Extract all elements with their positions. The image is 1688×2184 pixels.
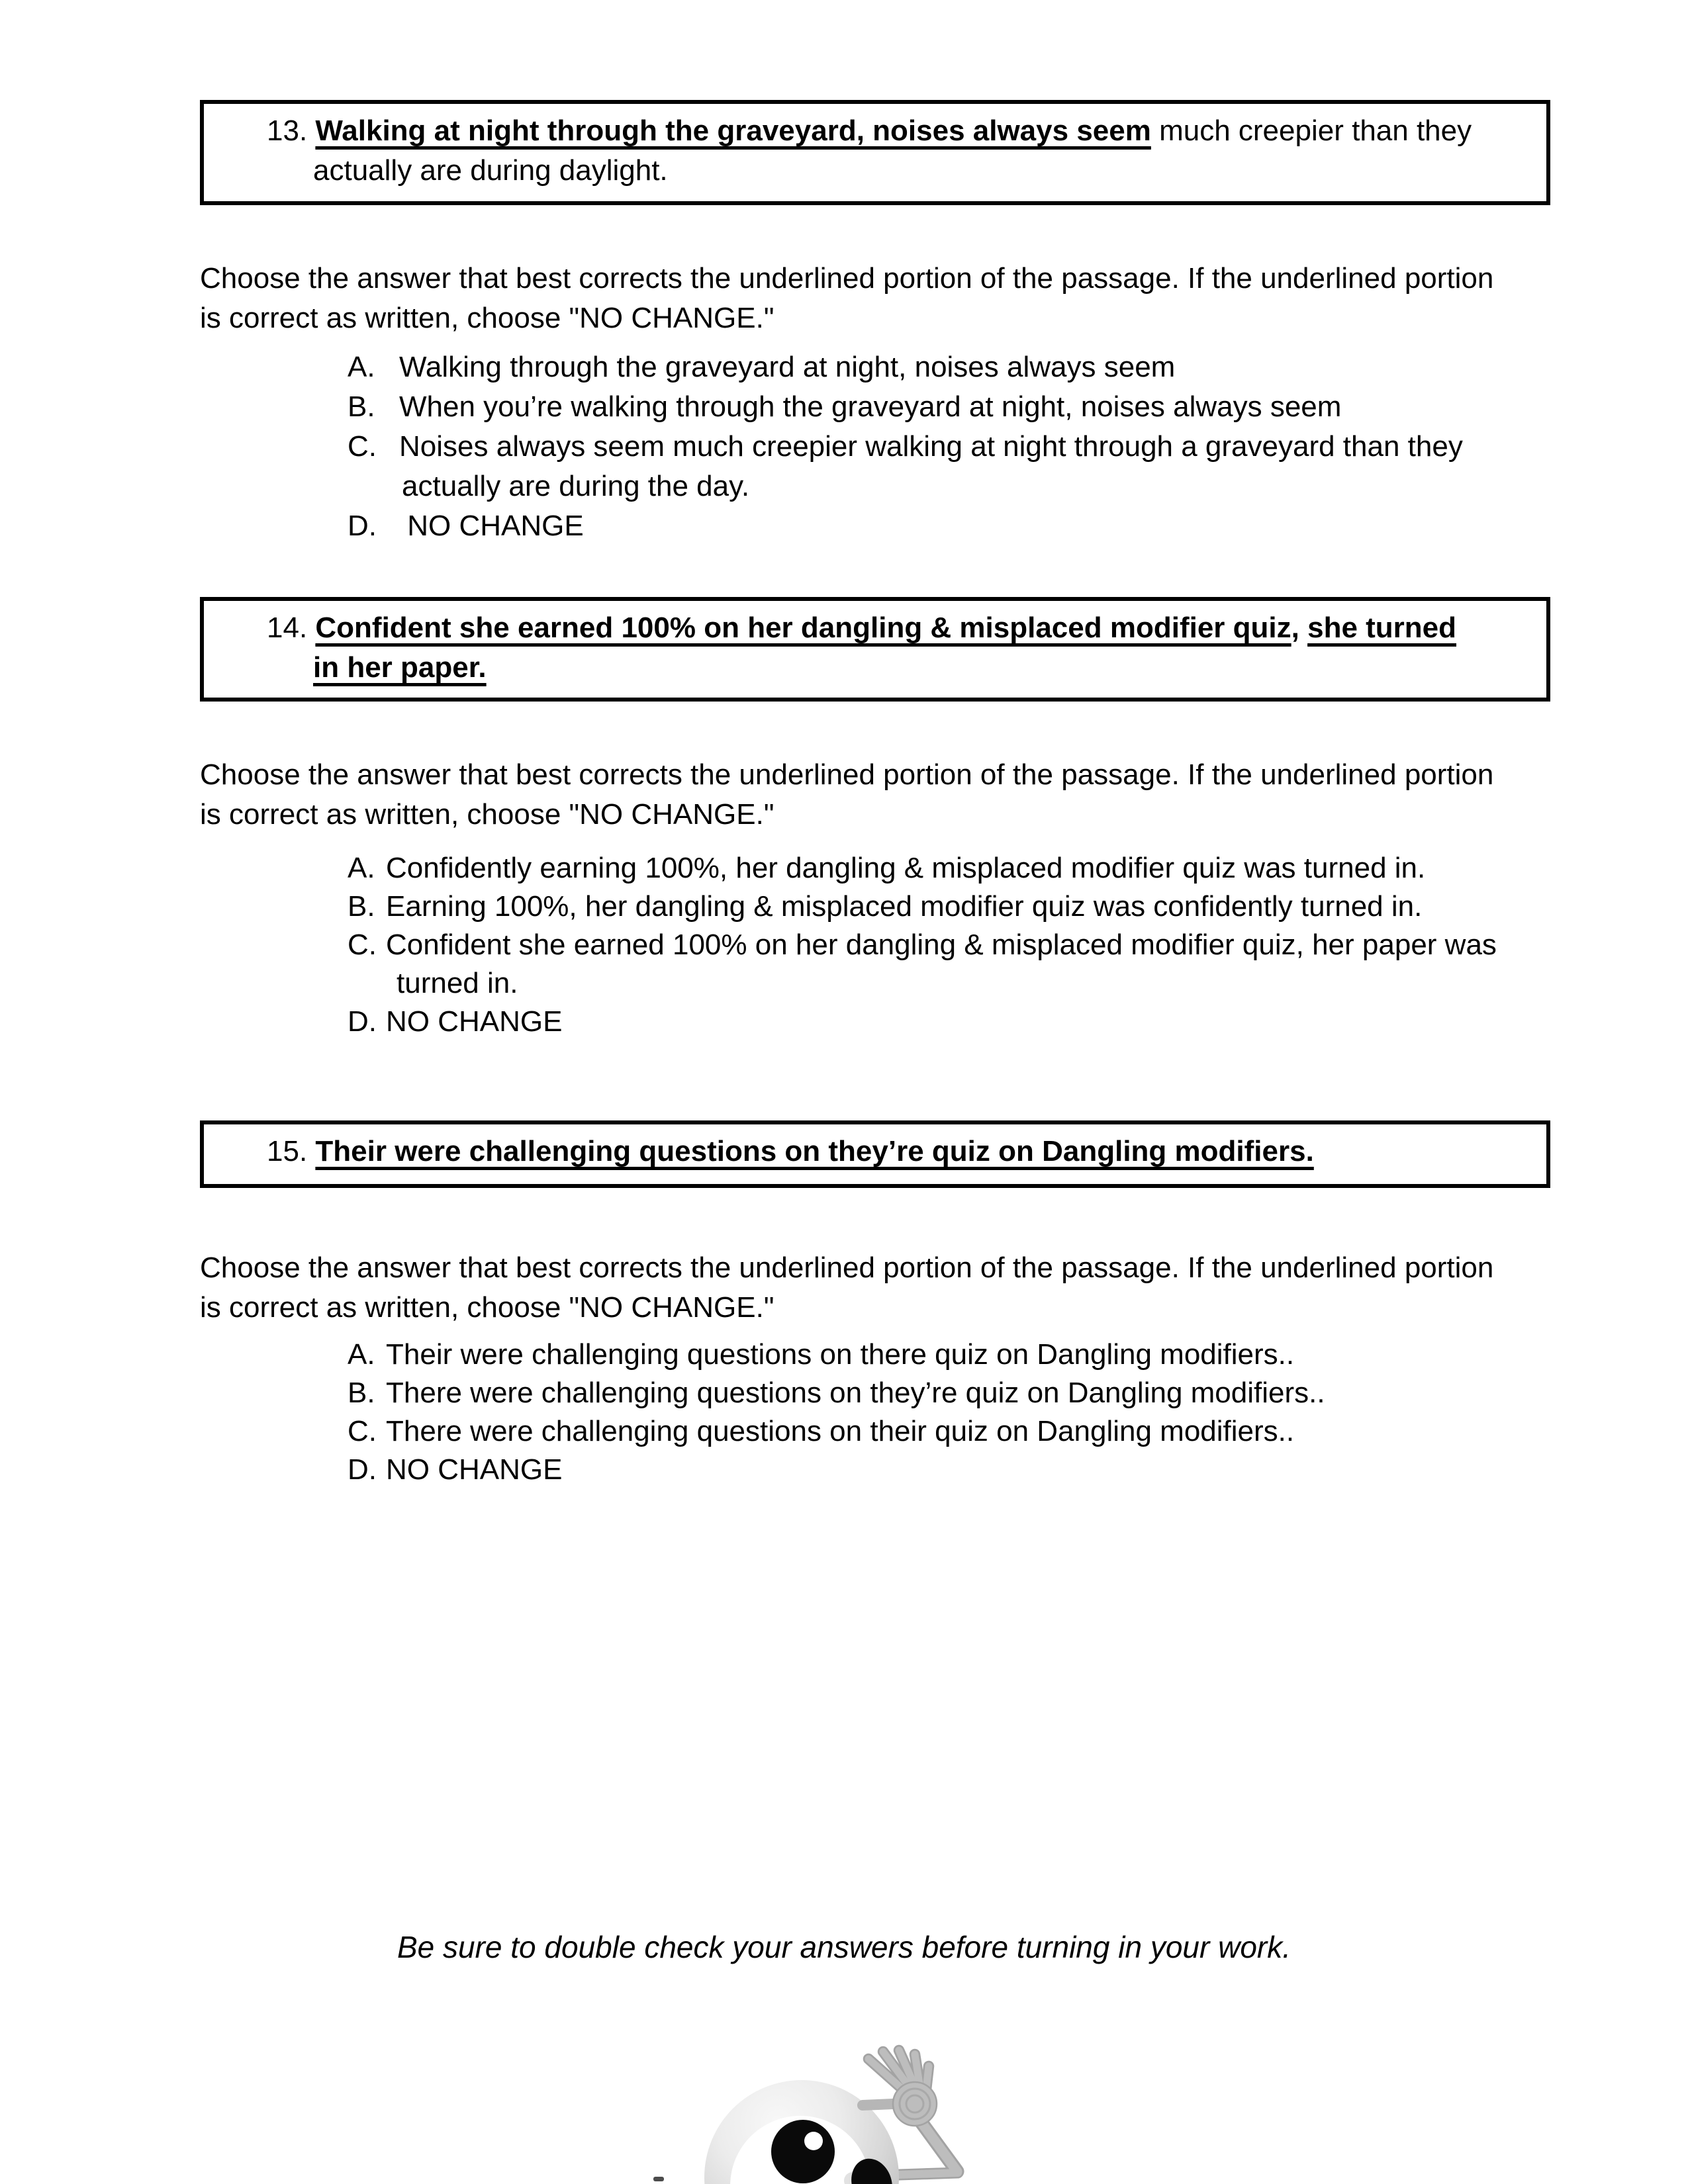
waving-hand-icon xyxy=(868,2050,937,2126)
question-13-instructions xyxy=(200,259,1564,338)
question-13-line-1 xyxy=(267,111,1526,151)
option-13-d xyxy=(348,506,1592,546)
option-14-a xyxy=(348,849,1592,887)
option-14-c xyxy=(348,926,1592,1003)
question-14-comma-segment: , xyxy=(1291,612,1308,644)
option-label: D. xyxy=(348,1453,377,1486)
pupil-highlight xyxy=(804,2132,823,2150)
option-13-b xyxy=(348,387,1592,427)
question-13-options xyxy=(348,347,1592,546)
option-text: Their were challenging questions on there quiz on Dangling modifiers.. xyxy=(386,1338,1295,1371)
option-label: A. xyxy=(348,1338,375,1371)
shoulder-nub xyxy=(863,2104,893,2105)
option-label: A. xyxy=(348,351,375,383)
option-label: C. xyxy=(348,430,377,463)
option-text-line-2: turned in. xyxy=(397,967,518,999)
option-label: B. xyxy=(348,390,375,423)
option-label: A. xyxy=(348,852,375,884)
question-14-number: 14. xyxy=(267,612,316,644)
question-15-box xyxy=(200,1120,1550,1188)
option-14-b xyxy=(348,887,1592,926)
option-label: C. xyxy=(348,929,377,961)
question-13-plain-segment: much creepier than they xyxy=(1150,114,1472,147)
option-15-a xyxy=(348,1336,1592,1374)
footer-reminder-note: Be sure to double check your answers before turning in your work. xyxy=(397,1930,1291,1964)
eyeball-pupil xyxy=(771,2120,835,2183)
question-13-box xyxy=(200,100,1550,205)
question-13-line-2 xyxy=(267,151,1526,191)
option-text xyxy=(386,926,1497,1003)
option-text-line-2: actually are during the day. xyxy=(402,470,750,502)
question-13-underlined-segment: Walking at night through the graveyard, noises always seem xyxy=(315,114,1151,147)
instructions-line-2: is correct as written, choose "NO CHANGE." xyxy=(200,1291,774,1324)
question-14-line-1 xyxy=(267,608,1526,648)
option-text: Confidently earning 100%, her dangling & misplaced modifier quiz was turned in. xyxy=(386,852,1426,884)
question-15-instructions xyxy=(200,1248,1564,1328)
arm-shape xyxy=(899,2120,958,2175)
option-text: There were challenging questions on their quiz on Dangling modifiers.. xyxy=(386,1415,1295,1447)
question-15-number: 15. xyxy=(267,1135,316,1167)
clipped-foot-mark xyxy=(653,2177,664,2181)
instructions-line-1: Choose the answer that best corrects the underlined portion of the passage. If the underlined portion xyxy=(200,1251,1494,1284)
question-14-line-2 xyxy=(267,648,1526,688)
question-13-plain-segment-2: actually are during daylight. xyxy=(313,154,668,187)
option-text: When you’re walking through the graveyard at night, noises always seem xyxy=(399,390,1342,423)
option-15-b xyxy=(348,1374,1592,1412)
question-15-line-1 xyxy=(267,1132,1526,1171)
option-13-a xyxy=(348,347,1592,387)
option-text-line-1: Noises always seem much creepier walking at night through a graveyard than they xyxy=(399,430,1463,463)
question-15-options xyxy=(348,1336,1592,1489)
option-14-d xyxy=(348,1003,1592,1041)
option-label: D. xyxy=(348,1005,377,1038)
question-14-underlined-segment-2: she turned xyxy=(1307,612,1457,644)
waving-eyeball-image xyxy=(652,2042,983,2184)
question-13-number: 13. xyxy=(267,114,316,147)
option-label: C. xyxy=(348,1415,377,1447)
option-13-c xyxy=(348,427,1592,506)
instructions-line-1: Choose the answer that best corrects the underlined portion of the passage. If the underlined portion xyxy=(200,758,1494,791)
option-label: B. xyxy=(348,1377,375,1409)
option-label: D. xyxy=(348,510,377,542)
option-text: NO CHANGE xyxy=(386,1453,563,1486)
question-14-box xyxy=(200,597,1550,702)
instructions-line-2: is correct as written, choose "NO CHANGE." xyxy=(200,302,774,334)
option-text: Walking through the graveyard at night, noises always seem xyxy=(399,351,1176,383)
option-text-line-1: Confident she earned 100% on her dangling & misplaced modifier quiz, her paper was xyxy=(386,929,1497,961)
question-14-underlined-segment-1: Confident she earned 100% on her dangling & misplaced modifier quiz xyxy=(315,612,1291,644)
option-text: NO CHANGE xyxy=(399,510,584,542)
question-15-underlined-segment: Their were challenging questions on they’re quiz on Dangling modifiers. xyxy=(315,1135,1314,1167)
question-14-instructions xyxy=(200,755,1564,835)
option-text: NO CHANGE xyxy=(386,1005,563,1038)
option-label: B. xyxy=(348,890,375,923)
question-14-options xyxy=(348,849,1592,1041)
option-text: There were challenging questions on they’re quiz on Dangling modifiers.. xyxy=(386,1377,1325,1409)
instructions-line-2: is correct as written, choose "NO CHANGE." xyxy=(200,798,774,831)
option-15-c xyxy=(348,1412,1592,1451)
option-text: Earning 100%, her dangling & misplaced modifier quiz was confidently turned in. xyxy=(386,890,1423,923)
option-text xyxy=(399,427,1463,506)
instructions-line-1: Choose the answer that best corrects the underlined portion of the passage. If the underlined portion xyxy=(200,262,1494,295)
option-15-d xyxy=(348,1451,1592,1489)
question-14-underlined-segment-3: in her paper. xyxy=(313,651,487,684)
